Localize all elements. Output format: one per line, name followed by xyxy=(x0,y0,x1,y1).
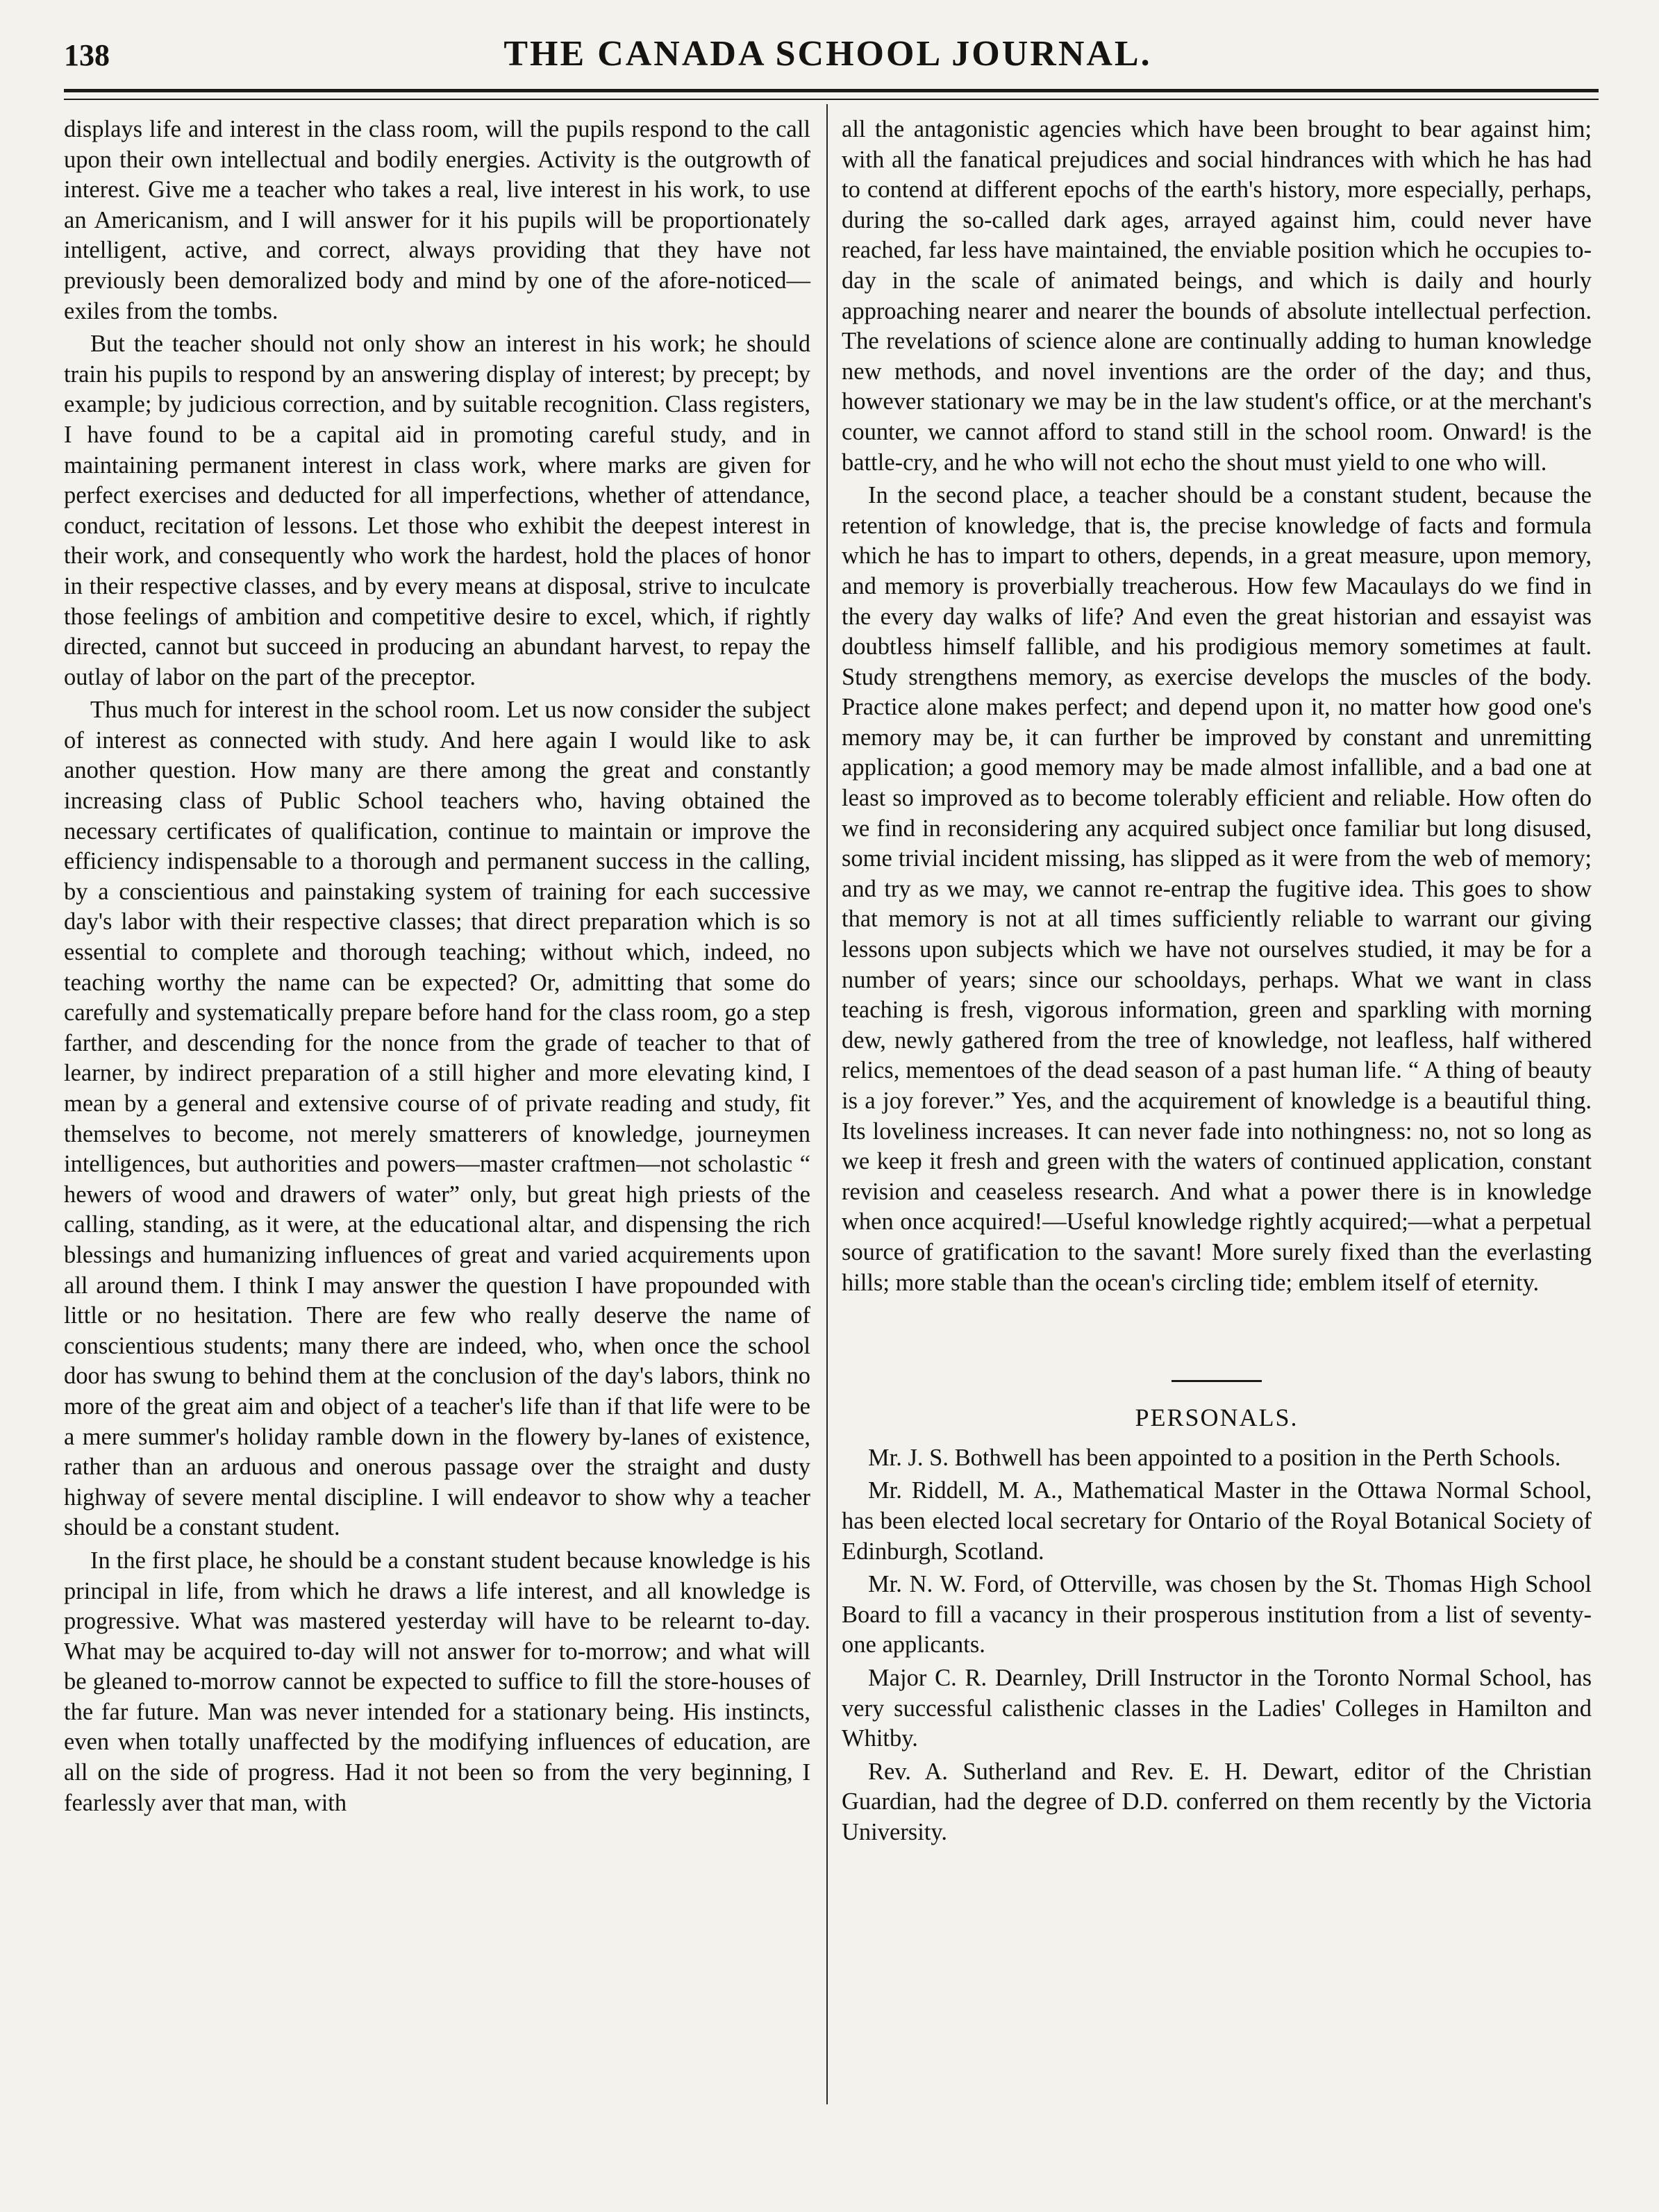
personals-heading: PERSONALS. xyxy=(1135,1404,1299,1432)
left-column xyxy=(64,115,810,1818)
personal-item: Mr. Riddell, M. A., Mathematical Master in the Ottawa Normal School, has been elected local secretary for Ontario of the Royal Botanical Society of Edinburgh, Scotland. xyxy=(842,1477,1592,1565)
personal-item: Mr. J. S. Bothwell has been appointed to a position in the Perth Schools. xyxy=(868,1444,1561,1471)
right-column xyxy=(842,115,1592,1847)
paragraph: all the antagonistic agencies which have been brought to bear against him; with all the fanatical prejudices and social hindrances with which he has had to contend at different epochs of the earth's history, more especially, perhaps, during the so-called dark ages, arrayed against him, could never have reached, far less have maintained, the enviable position which he occupies to-day in the scale of animated beings, and which is daily and hourly approaching nearer and nearer the bounds of absolute intellectual perfection. The revelations of science alone are continually adding to human knowledge new methods, and novel inventions are the order of the day; and thus, however stationary we may be in the law student's office, or at the merchant's counter, we cannot afford to stand still in the school room. Onward! is the battle-cry, and he who will not echo the shout must yield to one who will. xyxy=(842,116,1592,476)
paragraph: displays life and interest in the class room, will the pupils respond to the call upon their own intellectual and bodily energies. Activity is the outgrowth of interest. Give me a teacher who takes a real, live interest in his work, to use an Americanism, and I will answer for it his pupils will be proportionately intelligent, active, and correct, always providing that they have not previously been demoralized body and mind by one of the afore-noticed— exiles from the tombs. xyxy=(64,116,810,324)
personal-item: Major C. R. Dearnley, Drill Instructor in the Toronto Normal School, has very successful calisthenic classes in the Ladies' Colleges in Hamilton and Whitby. xyxy=(842,1664,1592,1752)
paragraph: In the second place, a teacher should be a constant student, because the retention of knowledge, that is, the precise knowledge of facts and formula which he has to impart to others, depends, in a great measure, upon memory, and memory is proverbially treacherous. How few Macaulays do we find in the every day walks of life? And even the great historian and essayist was doubtless himself fallible, and his prodigious memory sometimes at fault. Study strengthens memory, as exercise develops the muscles of the body. Practice alone makes perfect; and depend upon it, no matter how good one's memory may be, it can further be improved by constant and unremitting application; a good memory may be made almost infallible, and a bad one at least so improved as to become tolerably efficient and reliable. How often do we find in reconsidering any acquired subject once familiar but long disused, some trivial incident missing, has slipped as it were from the web of memory; and try as we may, we cannot re-entrap the fugitive idea. This goes to show that memory is not at all times sufficiently reliable to warrant our giving lessons upon subjects which we have not ourselves studied, it may be for a number of years; since our schooldays, perhaps. What we want in class teaching is fresh, vigorous information, green and sparkling with morning dew, newly gathered from the tree of knowledge, not leafless, half withered relics, mementoes of the dead season of a past human life. “ A thing of beauty is a joy forever.” Yes, and the acquirement of knowledge is a beautiful thing. Its loveliness increases. It can never fade into nothingness: no, not so long as we keep it fresh and green with the waters of continued application, constant revision and ceaseless research. And what a power there is in knowledge when once acquired!—Useful knowledge rightly acquired;—what a perpetual source of gratification to the savant! More surely fixed than the everlasting hills; more stable than the ocean's circling tide; emblem itself of eternity. xyxy=(842,482,1592,1296)
personal-item: Mr. N. W. Ford, of Otterville, was chosen by the St. Thomas High School Board to fill a vacancy in their prosperous institution from a list of seventy-one applicants. xyxy=(842,1571,1592,1658)
section-divider-rule xyxy=(1172,1380,1262,1382)
paragraph: In the first place, he should be a constant student because knowledge is his principal in life, from which he draws a life interest, and all knowledge is progressive. What was mastered yesterday will have to be relearnt to-day. What may be acquired to-day will not answer for to-morrow; and what will be gleaned to-morrow cannot be expected to suffice to fill the store-houses of the far future. Man was never intended for a stationary being. His instincts, even when totally unaffected by the modifying influences of education, are all on the side of progress. Had it not been so from the very beginning, I fearlessly aver that man, with xyxy=(64,1547,810,1816)
paragraph: But the teacher should not only show an interest in his work; he should train his pupils to respond by an answering display of interest; by precept; by example; by judicious correction, and by suitable recognition. Class registers, I have found to be a capital aid in promoting careful study, and in maintaining permanent interest in class work, where marks are given for perfect exercises and deducted for all imperfections, whether of attendance, conduct, recitation of lessons. Let those who exhibit the deepest interest in their work, and consequently who work the hardest, hold the places of honor in their respective classes, and by every means at disposal, strive to inculcate those feelings of ambition and competitive desire to excel, which, if rightly directed, cannot but succeed in producing an abundant harvest, to repay the outlay of labor on the part of the preceptor. xyxy=(64,331,810,690)
column-divider xyxy=(826,104,828,2104)
personal-item: Rev. A. Sutherland and Rev. E. H. Dewart, editor of the Christian Guardian, had the degree of D.D. conferred on them recently by the Victoria University. xyxy=(842,1758,1592,1845)
journal-title: THE CANADA SCHOOL JOURNAL. xyxy=(503,34,1152,74)
page-number: 138 xyxy=(64,38,110,72)
paragraph: Thus much for interest in the school room. Let us now consider the subject of interest as connected with study. And here again I would like to ask another question. How many are there among the great and constantly increasing class of Public School teachers who, having obtained the necessary certificates of qualification, continue to maintain or improve the efficiency indispensable to a thorough and permanent success in the calling, by a conscientious and painstaking system of training for each successive day's labor with their respective classes; that direct preparation which is so essential to complete and thorough teaching; without which, indeed, no teaching worthy the name can be expected? Or, admitting that some do carefully and systematically prepare before hand for the class room, go a step farther, and descending for the nonce from the grade of teacher to that of learner, by indirect preparation of a still higher and more elevating kind, I mean by a general and extensive course of of private reading and study, fit themselves to become, not merely smatterers of knowledge, journeymen intelligences, but authorities and powers—master craftmen—not scholastic “ hewers of wood and drawers of water” only, but great high priests of the calling, standing, as it were, at the educational altar, and dispensing the rich blessings and humanizing influences of great and varied acquirements upon all around them. I think I may answer the question I have propounded with little or no hesitation. There are few who really deserve the name of conscientious students; many there are indeed, who, when once the school door has swung to behind them at the conclusion of the day's labors, think no more of the great aim and object of a teacher's life than if that life were to be a mere summer's holiday ramble down in the flowery by-lanes of existence, rather than an arduous and onerous passage over the straight and dusty highway of severe mental discipline. I will endeavor to show why a teacher should be a constant student. xyxy=(64,697,810,1541)
running-head xyxy=(64,33,1592,82)
header-double-rule xyxy=(64,89,1599,100)
